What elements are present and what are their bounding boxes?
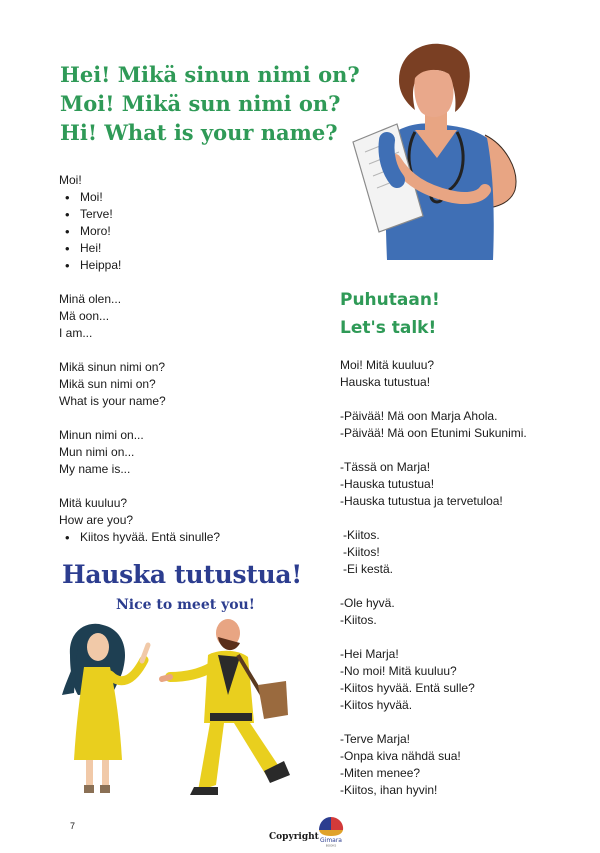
dialogue-line: -Kiitos. xyxy=(340,613,377,627)
dialogue-block xyxy=(340,408,590,442)
phrase-line: What is your name? xyxy=(59,394,166,408)
phrase-line: Mitä kuuluu? xyxy=(59,496,128,510)
logo-text: Gimara xyxy=(320,837,342,844)
name-question-block xyxy=(59,359,319,410)
page-number: 7 xyxy=(70,821,76,831)
phrase-line: Mun nimi on... xyxy=(59,445,135,459)
dialogue-line: -Kiitos. xyxy=(343,528,380,542)
copyright-text: Copyright xyxy=(269,832,319,842)
title-line-2: Moi! Mikä sun nimi on? xyxy=(60,91,341,116)
how-are-you-block xyxy=(59,495,319,546)
nice-to-meet-heading: Hauska tutustua! xyxy=(62,560,302,589)
phrase-line: How are you? xyxy=(59,513,134,527)
phrase-list xyxy=(59,172,319,563)
title-line-1: Hei! Mikä sinun nimi on? xyxy=(60,62,360,87)
dialogue-block xyxy=(340,731,590,799)
reply-list xyxy=(59,529,319,546)
people-greeting-illustration xyxy=(58,615,303,800)
dialogue-line: -Ole hyvä. xyxy=(340,596,395,610)
list-item: • Moi! xyxy=(59,189,319,206)
dialogue-line: Moi! Mitä kuuluu? xyxy=(340,358,435,372)
dialogue-block xyxy=(340,527,590,578)
phrase-line: My name is... xyxy=(59,462,131,476)
dialogue-line: -No moi! Mitä kuuluu? xyxy=(340,664,457,678)
dialogue-line: -Terve Marja! xyxy=(340,732,411,746)
dialogue-block xyxy=(340,459,590,510)
dialogue-intro xyxy=(340,357,590,391)
dialogue-line: -Miten menee? xyxy=(340,766,421,780)
dialogue-line: -Hei Marja! xyxy=(340,647,399,661)
dialogue-line: -Ei kestä. xyxy=(343,562,394,576)
i-am-block xyxy=(59,291,319,342)
dialogue-line: -Onpa kiva nähdä sua! xyxy=(340,749,461,763)
title-line-3: Hi! What is your name? xyxy=(60,120,338,145)
dialogue-block xyxy=(340,595,590,629)
dialogue-line: -Hauska tutustua! xyxy=(340,477,435,491)
nurse-illustration xyxy=(345,40,530,265)
dialogue-line: -Kiitos hyvää. Entä sulle? xyxy=(340,681,475,695)
phrase-line: I am... xyxy=(59,326,93,340)
lets-talk-en: Let's talk! xyxy=(340,318,437,338)
dialogue-line: -Hauska tutustua ja tervetuloa! xyxy=(340,494,503,508)
gimara-logo xyxy=(316,815,346,847)
greeting-heading: Moi! xyxy=(59,173,82,187)
list-item: • Terve! xyxy=(59,206,319,223)
lets-talk-heading xyxy=(340,286,440,342)
title-block xyxy=(60,60,360,147)
nice-to-meet-subtitle: Nice to meet you! xyxy=(116,597,255,613)
greeting-list xyxy=(59,189,319,274)
dialogue-line: Hauska tutustua! xyxy=(340,375,431,389)
dialogue-block xyxy=(340,646,590,714)
name-answer-block xyxy=(59,427,319,478)
dialogue-line: -Tässä on Marja! xyxy=(340,460,431,474)
dialogue-line: -Kiitos! xyxy=(343,545,380,559)
phrase-line: Mikä sinun nimi on? xyxy=(59,360,166,374)
logo-subtext: BOOKS xyxy=(325,843,337,847)
dialogue-line: -Päivää! Mä oon Marja Ahola. xyxy=(340,409,498,423)
list-item: • Kiitos hyvää. Entä sinulle? xyxy=(59,529,319,546)
dialogue-line: -Päivää! Mä oon Etunimi Sukunimi. xyxy=(340,426,527,440)
list-item: • Hei! xyxy=(59,240,319,257)
dialogue-list xyxy=(340,357,590,816)
phrase-line: Mikä sun nimi on? xyxy=(59,377,156,391)
list-item: • Heippa! xyxy=(59,257,319,274)
dialogue-line: -Kiitos hyvää. xyxy=(340,698,413,712)
dialogue-line: -Kiitos, ihan hyvin! xyxy=(340,783,438,797)
phrase-line: Mä oon... xyxy=(59,309,110,323)
phrase-line: Minun nimi on... xyxy=(59,428,144,442)
lets-talk-fi: Puhutaan! xyxy=(340,290,440,310)
phrase-line: Minä olen... xyxy=(59,292,122,306)
list-item: • Moro! xyxy=(59,223,319,240)
